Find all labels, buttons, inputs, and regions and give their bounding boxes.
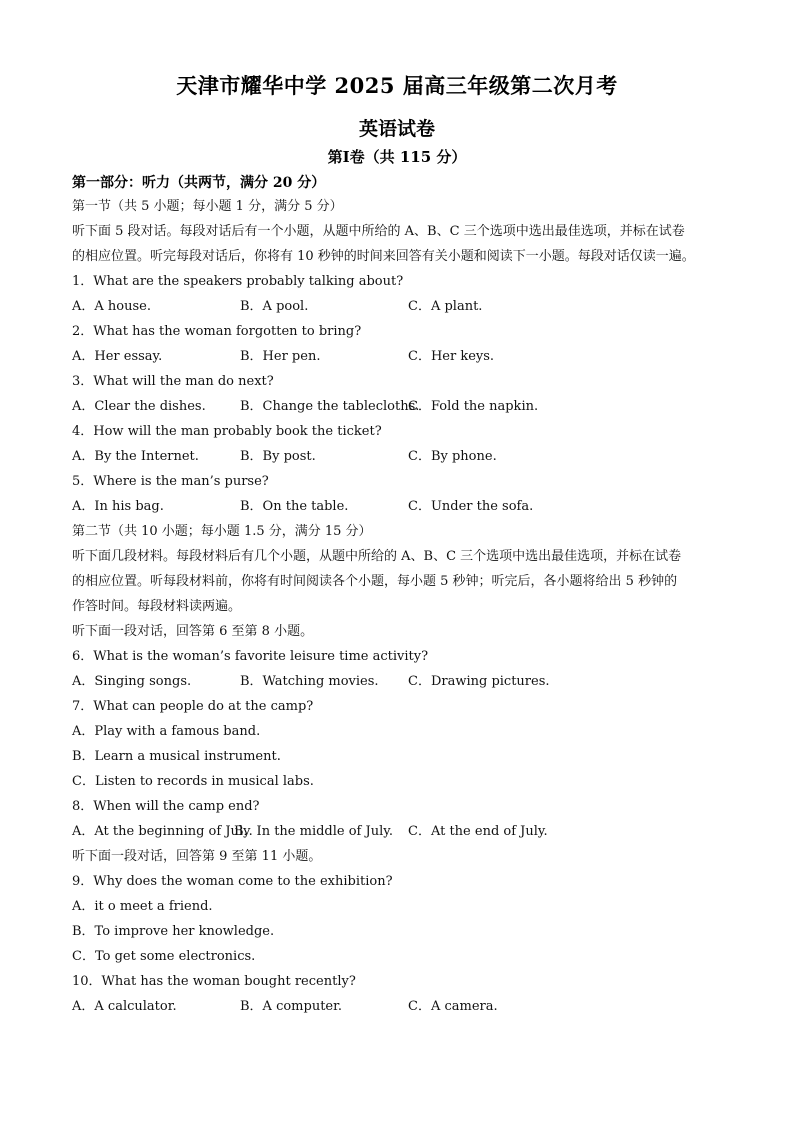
group-instruction: 听下面一段对话，回答第 6 至第 8 小题。 [72,624,314,639]
section1-instruction-line: 的相应位置。听完每段对话后，你将有 10 秒钟的时间来回答有关小题和阅读下一小题。每段对话仅读一遍。 [72,249,695,264]
question-stem: 3．What will the man do next? [72,374,274,389]
option-c: C．To get some electronics. [72,949,256,964]
question-stem: 5．Where is the man’s purse? [72,474,269,489]
part1-heading: 第一部分：听力（共两节，满分 20 分） [72,175,326,191]
option-b: B．Her pen. [240,349,321,364]
option-a: A．it o meet a friend. [72,899,213,914]
option-b: B．By post. [240,449,316,464]
volume-title: 第Ⅰ卷（共 115 分） [327,148,467,166]
question-stem: 2．What has the woman forgotten to bring? [72,324,362,339]
option-b: B．Change the tablecloths. [240,399,420,414]
option-b: B．On the table. [240,499,349,514]
option-b: B．A pool. [240,299,309,314]
option-b: B．A computer. [240,999,343,1014]
option-c: C．Drawing pictures. [408,674,550,689]
section2-instruction-line: 听下面几段材料。每段材料后有几个小题，从题中所给的 A、B、C 三个选项中选出最佳选项，并标在试卷 [72,549,682,564]
question-stem: 9．Why does the woman come to the exhibition? [72,874,393,889]
option-b: B．In the middle of July. [234,824,393,839]
question-stem: 6．What is the woman’s favorite leisure time activity? [72,649,429,664]
option-c: C．Listen to records in musical labs. [72,774,314,789]
option-a: A．Her essay. [72,349,163,364]
question-stem: 4．How will the man probably book the ticket? [72,424,382,439]
option-b: B．Watching movies. [240,674,379,689]
option-c: C．At the end of July. [408,824,548,839]
option-a: A．Play with a famous band. [72,724,261,739]
question-stem: 7．What can people do at the camp? [72,699,314,714]
option-a: A．Singing songs. [72,674,192,689]
subject-title: 英语试卷 [358,118,435,140]
option-c: C．A camera. [408,999,498,1014]
question-stem: 10．What has the woman bought recently? [72,974,356,989]
exam-title: 天津市耀华中学 2025 届高三年级第二次月考 [176,73,618,98]
option-b: B．To improve her knowledge. [72,924,275,939]
section1-instruction-line: 听下面 5 段对话。每段对话后有一个小题，从题中所给的 A、B、C 三个选项中选出最佳选项，并标在试卷 [72,224,685,239]
option-a: A．By the Internet. [72,449,199,464]
group-instruction: 听下面一段对话，回答第 9 至第 11 小题。 [72,849,322,864]
section2-instruction-line: 作答时间。每段材料读两遍。 [72,599,242,614]
question-stem: 8．When will the camp end? [72,799,260,814]
option-a: A．A calculator. [72,999,177,1014]
option-a: A．At the beginning of July. [72,824,253,839]
option-a: A．Clear the dishes. [72,399,206,414]
option-a: A．In his bag. [72,499,164,514]
section1-heading: 第一节（共 5 小题；每小题 1 分，满分 5 分） [72,199,343,214]
option-b: B．Learn a musical instrument. [72,749,281,764]
section2-heading: 第二节（共 10 小题；每小题 1.5 分，满分 15 分） [72,524,372,539]
option-c: C．Her keys. [408,349,495,364]
section2-instruction-line: 的相应位置。听每段材料前，你将有时间阅读各个小题，每小题 5 秒钟；听完后，各小题将给出 5 秒钟的 [72,574,678,589]
question-stem: 1．What are the speakers probably talking about? [72,274,404,289]
option-c: C．Under the sofa. [408,499,534,514]
option-c: C．Fold the napkin. [408,399,539,414]
option-c: C．By phone. [408,449,497,464]
option-a: A．A house. [72,299,151,314]
option-c: C．A plant. [408,299,483,314]
